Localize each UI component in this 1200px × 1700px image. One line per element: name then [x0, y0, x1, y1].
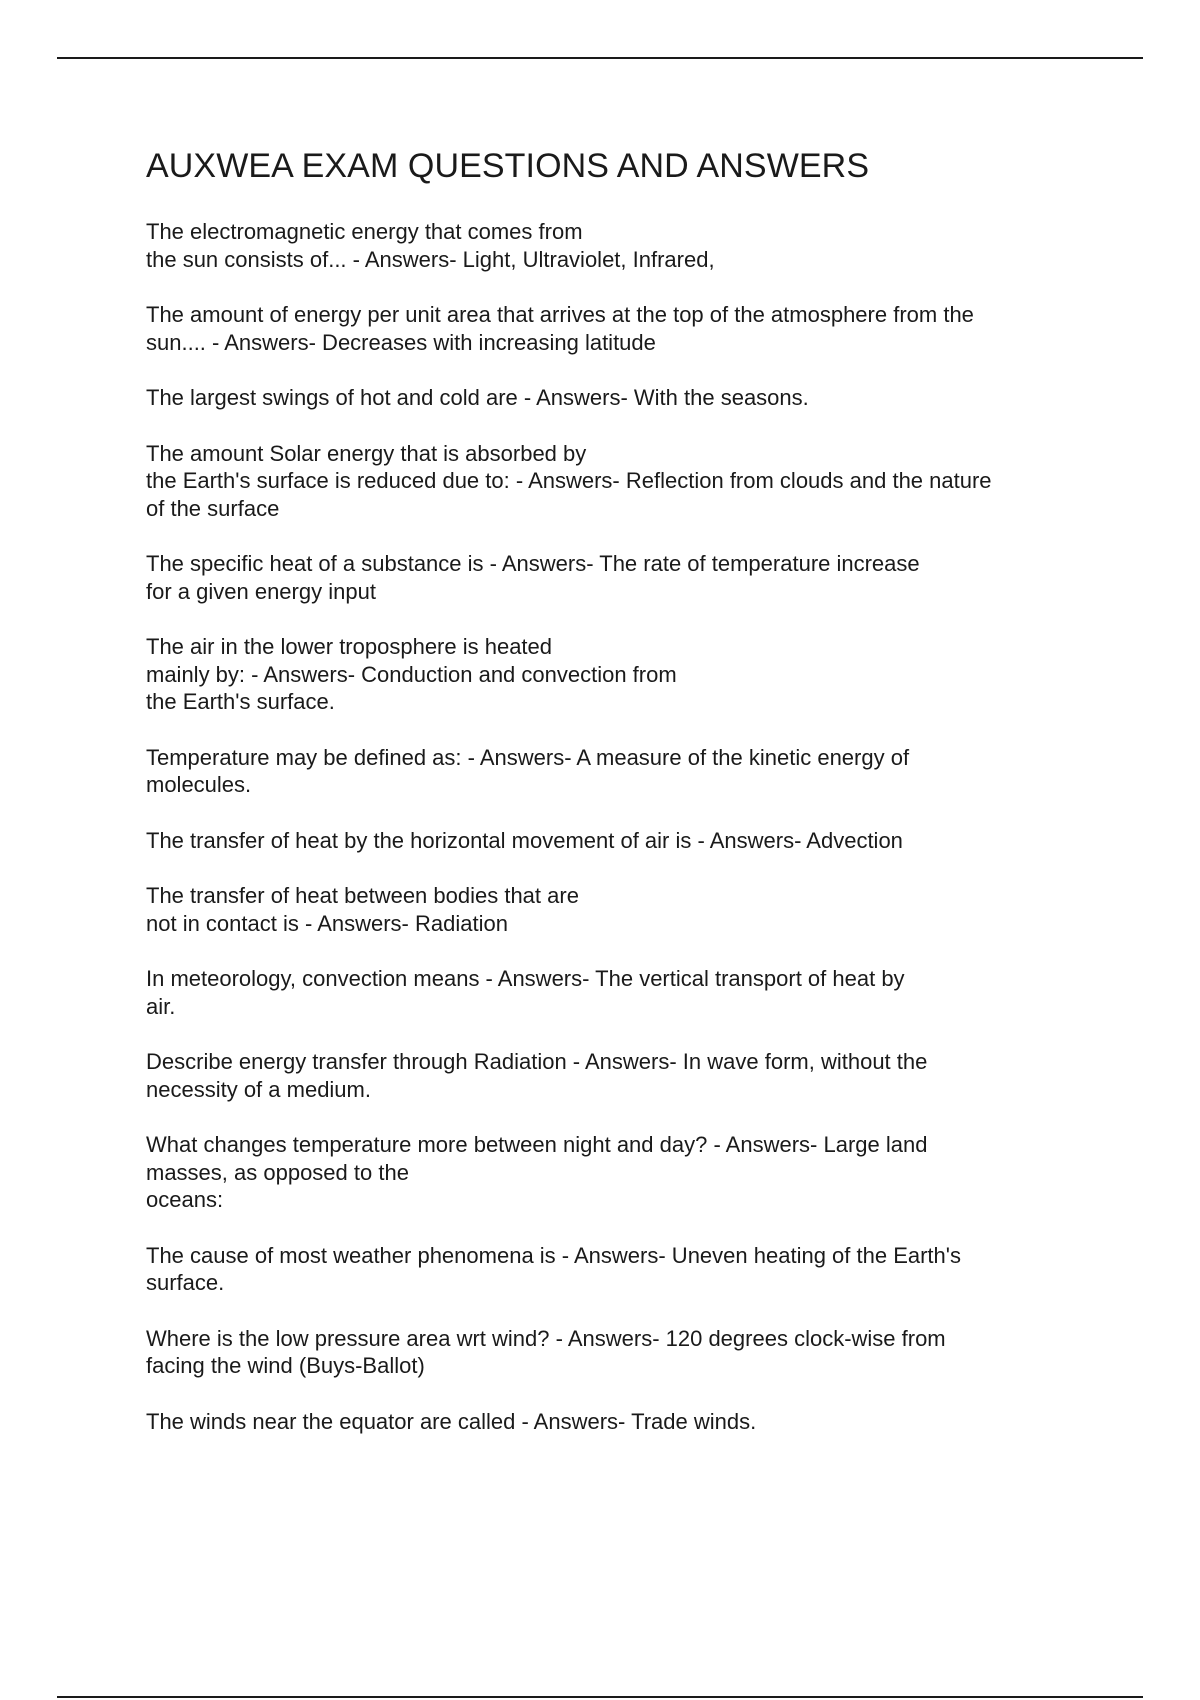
qa-item: [146, 384, 1096, 412]
qa-line: Where is the low pressure area wrt wind? - Answers- 120 degrees clock-wise from: [146, 1325, 946, 1351]
qa-item: [146, 218, 1096, 273]
qa-line: Describe energy transfer through Radiation - Answers- In wave form, without the: [146, 1049, 928, 1074]
document-body: [146, 142, 1096, 1463]
qa-line: air.: [146, 993, 176, 1019]
qa-item: [146, 1131, 1096, 1214]
qa-line: What changes temperature more between night and day? - Answers- Large land: [146, 1132, 928, 1157]
qa-item: [146, 1408, 1096, 1436]
qa-line: sun.... - Answers- Decreases with increasing latitude: [146, 329, 656, 355]
qa-line: surface.: [146, 1270, 225, 1295]
qa-line: The specific heat of a substance is - Answers- The rate of temperature increase: [146, 551, 920, 576]
qa-line: not in contact is - Answers- Radiation: [146, 910, 508, 936]
footer-rule: [57, 1696, 1143, 1698]
qa-item: [146, 1325, 1096, 1380]
qa-item: [146, 827, 1096, 855]
qa-line: Temperature may be defined as: - Answers- A measure of the kinetic energy of: [146, 744, 910, 770]
qa-line: masses, as opposed to the: [146, 1159, 409, 1185]
qa-line: for a given energy input: [146, 578, 376, 604]
qa-item: [146, 744, 1096, 799]
qa-list: [146, 218, 1096, 1435]
qa-item: [146, 440, 1096, 523]
qa-line: In meteorology, convection means - Answers- The vertical transport of heat by: [146, 966, 905, 991]
qa-line: the Earth's surface.: [146, 689, 335, 714]
qa-line: The electromagnetic energy that comes from: [146, 219, 583, 244]
qa-line: The air in the lower troposphere is heated: [146, 634, 553, 659]
qa-line: molecules.: [146, 772, 252, 797]
qa-item: [146, 550, 1096, 605]
qa-line: The transfer of heat by the horizontal movement of air is - Answers- Advection: [146, 827, 903, 853]
qa-line: of the surface: [146, 495, 280, 521]
document-title: AUXWEA EXAM QUESTIONS AND ANSWERS: [146, 147, 870, 185]
qa-line: The amount Solar energy that is absorbed by: [146, 440, 587, 466]
qa-line: The largest swings of hot and cold are - Answers- With the seasons.: [146, 385, 809, 410]
qa-line: oceans:: [146, 1187, 224, 1212]
qa-line: necessity of a medium.: [146, 1076, 371, 1102]
qa-line: the Earth's surface is reduced due to: - Answers- Reflection from clouds and the nature: [146, 468, 992, 493]
qa-line: The amount of energy per unit area that arrives at the top of the atmosphere from the: [146, 302, 974, 327]
qa-line: The cause of most weather phenomena is - Answers- Uneven heating of the Earth's: [146, 1242, 961, 1268]
qa-item: [146, 1048, 1096, 1103]
qa-line: The winds near the equator are called - Answers- Trade winds.: [146, 1408, 757, 1434]
header-rule: [57, 57, 1143, 59]
qa-line: facing the wind (Buys-Ballot): [146, 1353, 425, 1378]
qa-line: mainly by: - Answers- Conduction and convection from: [146, 661, 677, 687]
qa-line: the sun consists of... - Answers- Light, Ultraviolet, Infrared,: [146, 246, 715, 272]
qa-item: [146, 965, 1096, 1020]
qa-item: [146, 1242, 1096, 1297]
qa-item: [146, 301, 1096, 356]
qa-line: The transfer of heat between bodies that are: [146, 883, 579, 908]
qa-item: [146, 882, 1096, 937]
qa-item: [146, 633, 1096, 716]
